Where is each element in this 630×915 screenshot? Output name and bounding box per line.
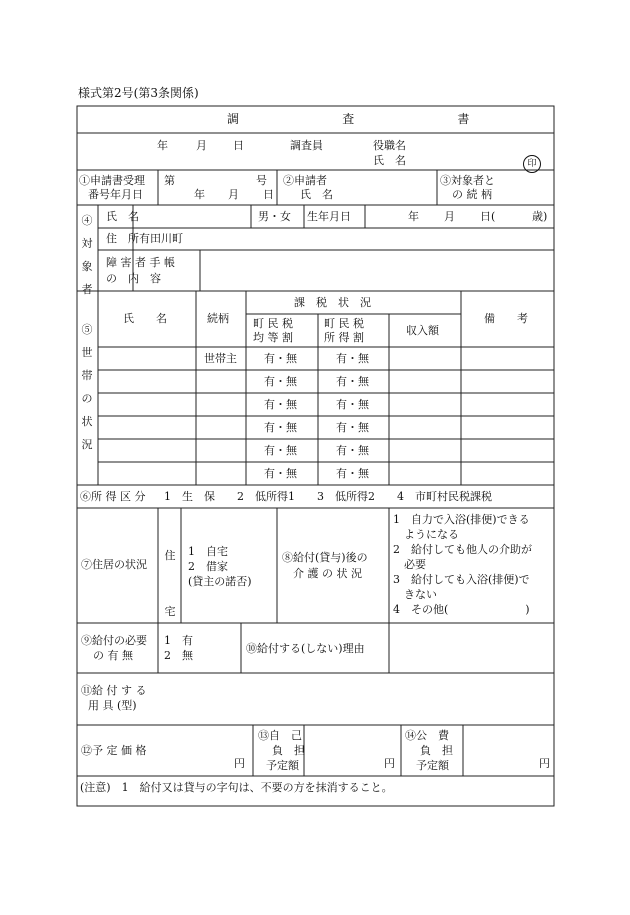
tax1-row4: 有・無 [264,421,297,434]
seal-icon: 印 [523,155,541,173]
receipt-dai: 第 [164,174,175,187]
housing-opt3: (貸主の諾否) [188,575,252,588]
public-burden-yen: 円 [539,757,550,770]
price-label: ⑫予 定 価 格 [81,744,147,757]
care-line: 2 給付しても他人の介助が [393,543,532,556]
price-yen: 円 [234,757,245,770]
applicant-label: ②申請者 [283,174,327,187]
handbook-content-label: の 内 容 [106,272,161,285]
col-remarks: 備 考 [484,312,528,325]
public-burden-label-2: 負 担 [420,744,453,757]
age-label: 歳) [532,210,548,223]
tax2-row4: 有・無 [336,421,369,434]
dob-year: 年 [408,210,419,223]
tax1-row3: 有・無 [264,398,297,411]
public-burden-label: ⑭公 費 [405,729,449,742]
subject-section-label: ④対象者 [81,214,93,296]
equipment-label: ⑪給 付 す る [81,684,147,697]
care-line: 3 給付しても入浴(排便)で [393,573,530,586]
col-tax-status: 課 税 状 況 [294,296,371,309]
care-line: 1 自力で入浴(排便)できる [393,513,530,526]
applicant-name-label: 氏 名 [300,188,333,201]
receipt-year: 年 [194,188,205,201]
need-opt-yes: 1 有 [164,634,193,647]
sex-option: 男・女 [258,210,291,223]
address-label: 住 所 [106,232,139,245]
housing-label: ⑦住居の状況 [81,558,147,571]
address-value: 有田川町 [139,232,183,245]
col-name: 氏 名 [123,312,167,325]
tax2-row2: 有・無 [336,375,369,388]
care-line: 必要 [393,558,426,571]
equipment-label-2: 用 具 (型) [88,699,137,712]
self-burden-label-3: 予定額 [266,759,299,772]
reason-label: ⑩給付する(しない)理由 [246,642,365,655]
header-day: 日 [233,139,244,152]
relation-label: ③対象者と [440,174,495,187]
tax1-row6: 有・無 [264,467,297,480]
tax2-row5: 有・無 [336,444,369,457]
care-line: きない [393,588,437,601]
care-line: ようになる [393,528,459,541]
handbook-label: 障 害 者 手 帳 [106,256,175,269]
residence-label: 住宅 [164,549,176,618]
form-title: 調 査 書 [227,112,496,126]
col-tax2a: 町 民 税 [324,317,364,330]
dob-day: 日( [480,210,496,223]
need-opt-no: 2 無 [164,649,193,662]
self-burden-label: ⑬自 己 [258,729,302,742]
care-line: 4 その他( ) [393,603,530,616]
self-burden-label-2: 負 担 [272,744,305,757]
need-label-2: の 有 無 [93,649,133,662]
investigator-name-label: 氏 名 [373,154,406,167]
dob-label: 生年月日 [307,210,351,223]
household-section-label: ⑤世帯の状況 [81,323,93,451]
care-label: ⑧給付(貸与)後の [282,551,368,564]
position-label: 役職名 [373,139,406,152]
subject-name-label: 氏 名 [106,210,139,223]
need-label: ⑨給付の必要 [81,634,147,647]
tax2-row3: 有・無 [336,398,369,411]
income-class-label: ⑥所 得 区 分 [80,490,146,503]
income-class-options: 1 生 保 2 低所得1 3 低所得2 4 市町村民税課税 [164,490,492,503]
tax2-row6: 有・無 [336,467,369,480]
housing-opt1: 1 自宅 [188,545,228,558]
self-burden-yen: 円 [384,757,395,770]
receipt-label: ①申請書受理 [79,174,145,187]
tax1-row5: 有・無 [264,444,297,457]
head-of-household: 世帯主 [204,352,237,365]
col-relation: 続柄 [207,312,229,325]
col-tax1a: 町 民 税 [253,317,293,330]
form-number: 様式第2号(第3条関係) [78,86,199,100]
care-label-2: 介 護 の 状 況 [293,567,362,580]
col-income: 収入額 [406,324,439,337]
receipt-month: 月 [228,188,239,201]
public-burden-label-3: 予定額 [416,759,449,772]
investigator-label: 調査員 [290,139,323,152]
tax1-row1: 有・無 [264,352,297,365]
header-year: 年 [157,139,168,152]
tax2-row1: 有・無 [336,352,369,365]
col-tax2b: 所 得 割 [324,331,364,344]
receipt-label-2: 番号年月日 [88,188,143,201]
dob-month: 月 [444,210,455,223]
receipt-day: 日 [263,188,274,201]
housing-opt2: 2 借家 [188,560,228,573]
relation-label-2: の 続 柄 [452,188,492,201]
note: (注意) 1 給付又は貸与の字句は、不要の方を抹消すること。 [80,781,393,794]
tax1-row2: 有・無 [264,375,297,388]
receipt-go: 号 [256,174,267,187]
header-month: 月 [196,139,207,152]
col-tax1b: 均 等 割 [253,331,293,344]
